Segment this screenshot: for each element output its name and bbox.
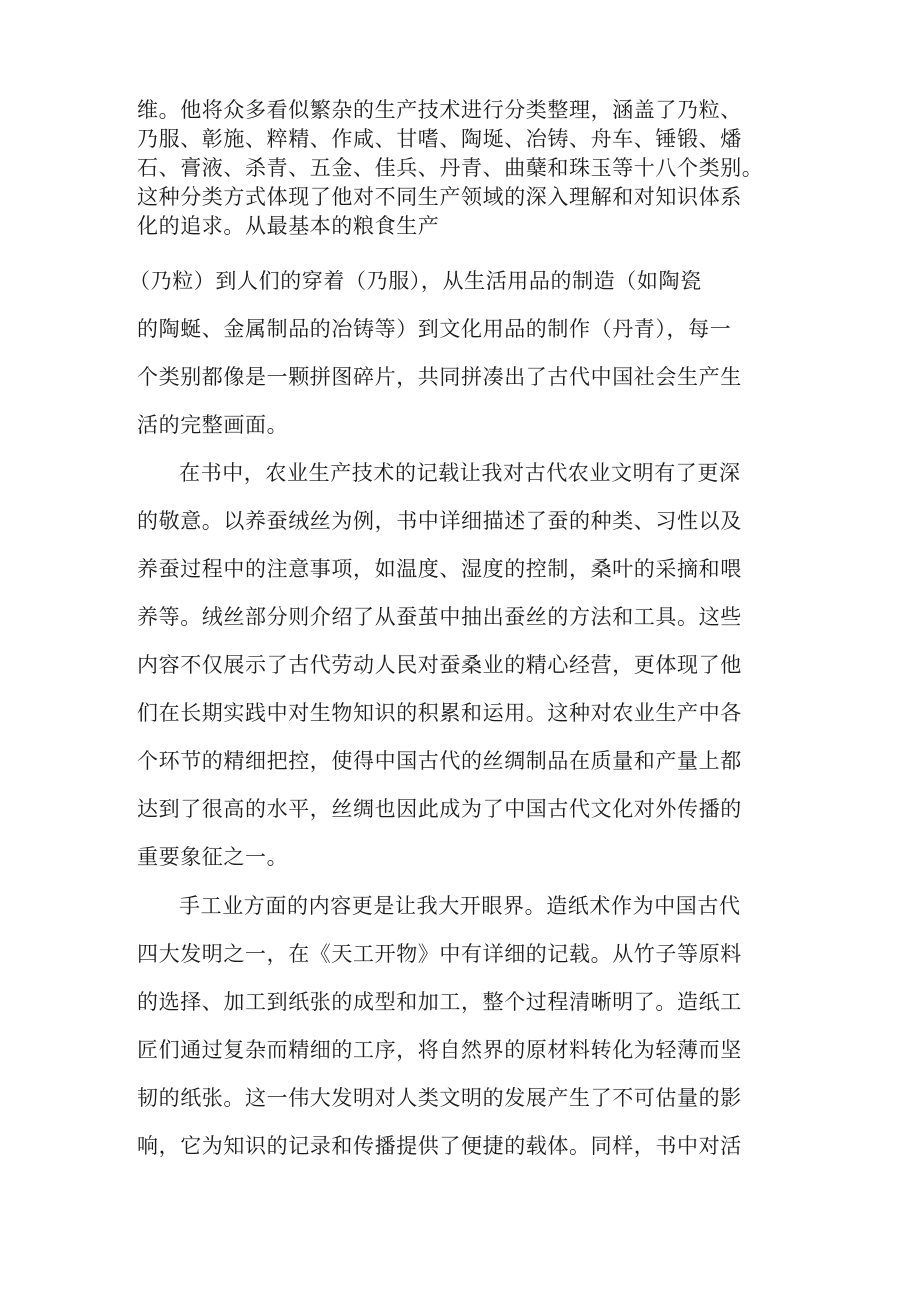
text-line: 们在长期实践中对生物知识的积累和运用。这种对农业生产中各 — [137, 701, 742, 725]
text-line: 个类别都像是一颗拼图碎片，共同拼凑出了古代中国社会生产生 — [137, 365, 742, 389]
text-line: 石、膏液、杀青、五金、佳兵、丹青、曲蘖和珠玉等十八个类别。 — [137, 156, 764, 180]
text-line: 手工业方面的内容更是让我大开眼界。造纸术作为中国古代 — [179, 894, 741, 918]
paragraph-4 — [137, 890, 797, 1178]
text-line: 内容不仅展示了古代劳动人民对蚕桑业的精心经营，更体现了他 — [137, 653, 742, 677]
text-line: 响，它为知识的记录和传播提供了便捷的载体。同样，书中对活 — [137, 1134, 742, 1158]
text-line: 这种分类方式体现了他对不同生产领域的深入理解和对知识体系 — [137, 185, 742, 209]
text-line: （乃粒）到人们的穿着（乃服），从生活用品的制造（如陶瓷 — [129, 269, 702, 293]
text-line: 养蚕过程中的注意事项，如温度、湿度的控制，桑叶的采摘和喂 — [137, 557, 742, 581]
text-line: 养等。绒丝部分则介绍了从蚕茧中抽出蚕丝的方法和工具。这些 — [137, 605, 742, 629]
text-line: 达到了很高的水平，丝绸也因此成为了中国古代文化对外传播的 — [137, 797, 742, 821]
text-line: 维。他将众多看似繁杂的生产技术进行分类整理，涵盖了乃粒、 — [137, 98, 742, 122]
text-line: 乃服、彰施、粹精、作咸、甘嗜、陶埏、冶铸、舟车、锤锻、燔 — [137, 127, 742, 151]
text-line: 化的追求。从最基本的粮食生产 — [137, 214, 440, 238]
text-line: 韧的纸张。这一伟大发明对人类文明的发展产生了不可估量的影 — [137, 1086, 742, 1110]
paragraph-3 — [137, 457, 797, 889]
text-line: 的敬意。以养蚕绒丝为例，书中详细描述了蚕的种类、习性以及 — [137, 509, 742, 533]
paragraph-2 — [129, 265, 797, 457]
text-line: 活的完整画面。 — [137, 413, 289, 437]
text-line: 四大发明之一，在《天工开物》中有详细的记载。从竹子等原料 — [137, 942, 742, 966]
text-line: 个环节的精细把控，使得中国古代的丝绸制品在质量和产量上都 — [137, 749, 742, 773]
text-line: 在书中，农业生产技术的记载让我对古代农业文明有了更深 — [179, 461, 741, 485]
paragraph-1 — [137, 96, 797, 241]
text-line: 匠们通过复杂而精细的工序，将自然界的原材料转化为轻薄而坚 — [137, 1038, 742, 1062]
text-line: 的陶蜒、金属制品的冶铸等）到文化用品的制作（丹青），每一 — [137, 317, 732, 341]
text-line: 的选择、加工到纸张的成型和加工，整个过程清晰明了。造纸工 — [137, 990, 742, 1014]
text-line: 重要象征之一。 — [137, 845, 289, 869]
